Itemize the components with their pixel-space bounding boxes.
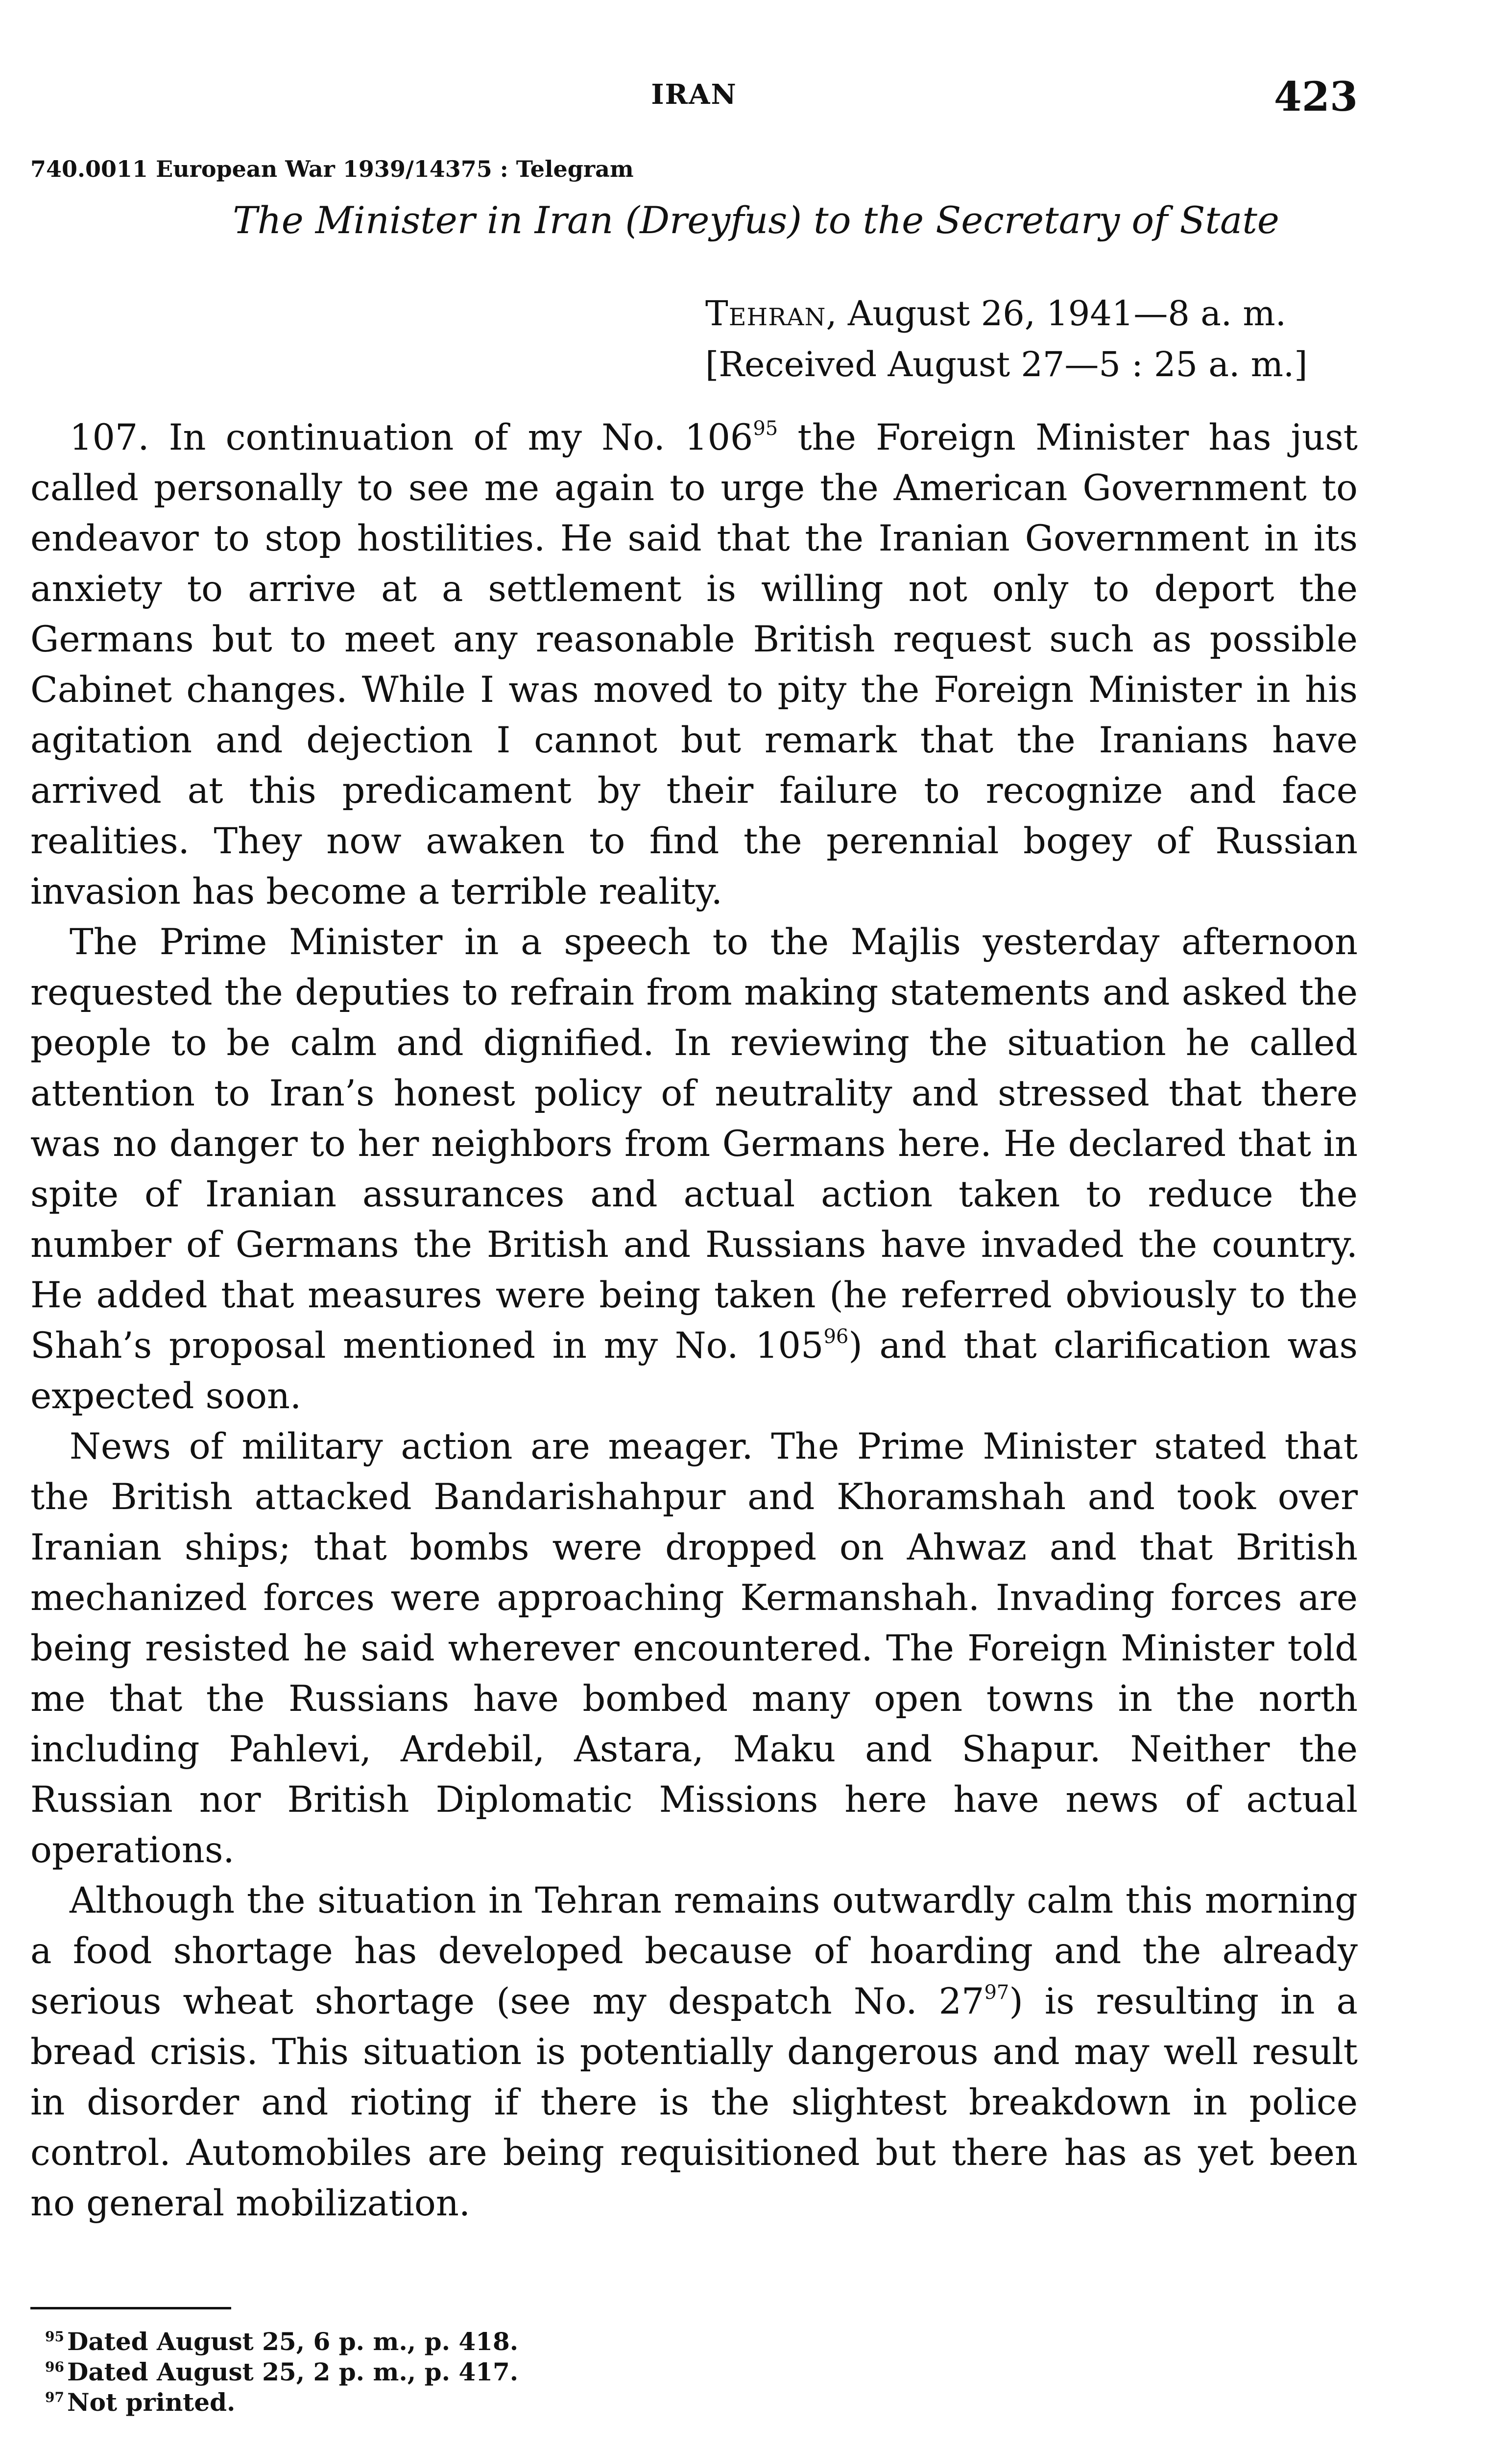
footnote-marker: 96 <box>45 2359 64 2375</box>
paragraph-text: Although the situation in Tehran remains outwardly calm this morning a food shortage has developed because of hoarding and the already serious wheat shortage (see my despatch No. 27 <box>30 1880 1358 2022</box>
footnote-reference: 96 <box>823 1325 849 1348</box>
file-reference: 740.0011 European War 1939/14375 : Telegram <box>30 156 634 182</box>
dateline-sent <box>705 288 1308 339</box>
footnote-rule <box>30 2307 231 2309</box>
running-head <box>30 73 1358 118</box>
footnote-text: Dated August 25, 2 p. m., p. 417. <box>67 2357 519 2386</box>
body-paragraph <box>30 917 1358 1421</box>
footnote <box>45 2357 518 2387</box>
footnote-marker: 97 <box>45 2389 64 2405</box>
paragraph-text: the Foreign Minister has just called personally to see me again to urge the American Government to endeavor to stop hostilities. He said that the Iranian Government in its anxiety to arrive at a settlement is willing not only to deport the Germans but to meet any reasonable British request such as possible Cabinet changes. While I was moved to pity the Foreign Minister in his agitation and dejection I cannot but remark that the Iranians have arrived at this predicament by their failure to recognize and face realities. They now awaken to find the perennial bogey of Russian invasion has become a terrible reality. <box>30 417 1358 912</box>
footnote-reference: 95 <box>753 417 778 440</box>
dateline-received: [Received August 27—5 : 25 a. m.] <box>705 344 1308 384</box>
dateline-date: , August 26, 1941—8 a. m. <box>826 293 1287 334</box>
dateline <box>705 288 1308 390</box>
paragraph-text: ) is resulting in a bread crisis. This situation is potentially dangerous and may well result in disorder and rioting if there is the slightest breakdown in police control. Automobiles are being requisitioned but there has as yet been no general mobilization. <box>30 1981 1358 2224</box>
document-title: The Minister in Iran (Dreyfus) to the Secretary of State <box>233 198 1279 242</box>
footnote-marker: 95 <box>45 2329 64 2345</box>
footnote <box>45 2327 518 2357</box>
running-title: IRAN <box>651 78 737 111</box>
page-number: 423 <box>1273 73 1358 120</box>
body-paragraph <box>30 1875 1358 2229</box>
footnotes <box>45 2327 518 2418</box>
dateline-place: Tehran <box>705 293 826 334</box>
paragraph-text: 107. In continuation of my No. 106 <box>70 417 753 458</box>
telegram-body <box>30 412 1358 2229</box>
paragraph-text: News of military action are meager. The Prime Minister stated that the British attacked Bandarishahpur and Khoramshah and took over Iranian ships; that bombs were dropped on Ahwaz and that British mechanized forces were approaching Kermanshah. Invading forces are being resisted he said wherever encountered. The Foreign Minister told me that the Russians have bombed many open towns in the north including Pahlevi, Ardebil, Astara, Maku and Shapur. Neither the Russian nor British Diplomatic Missions here have news of actual operations. <box>30 1426 1358 1871</box>
body-paragraph <box>30 1421 1358 1875</box>
paragraph-text: ) and that clarification was expected soon. <box>30 1325 1358 1417</box>
footnote-text: Dated August 25, 6 p. m., p. 418. <box>67 2327 519 2356</box>
footnote-reference: 97 <box>984 1981 1009 2004</box>
paragraph-text: The Prime Minister in a speech to the Majlis yesterday afternoon requested the deputies to refrain from making statements and asked the people to be calm and dignified. In reviewing the situation he called attention to Iran’s honest policy of neutrality and stressed that there was no danger to her neighbors from Germans here. He declared that in spite of Iranian assurances and actual action taken to reduce the number of Germans the British and Russians have invaded the country. He added that measures were being taken (he referred obviously to the Shah’s proposal mentioned in my No. 105 <box>30 921 1358 1367</box>
footnote-text: Not printed. <box>67 2388 236 2417</box>
footnote <box>45 2387 518 2418</box>
body-paragraph <box>30 412 1358 917</box>
